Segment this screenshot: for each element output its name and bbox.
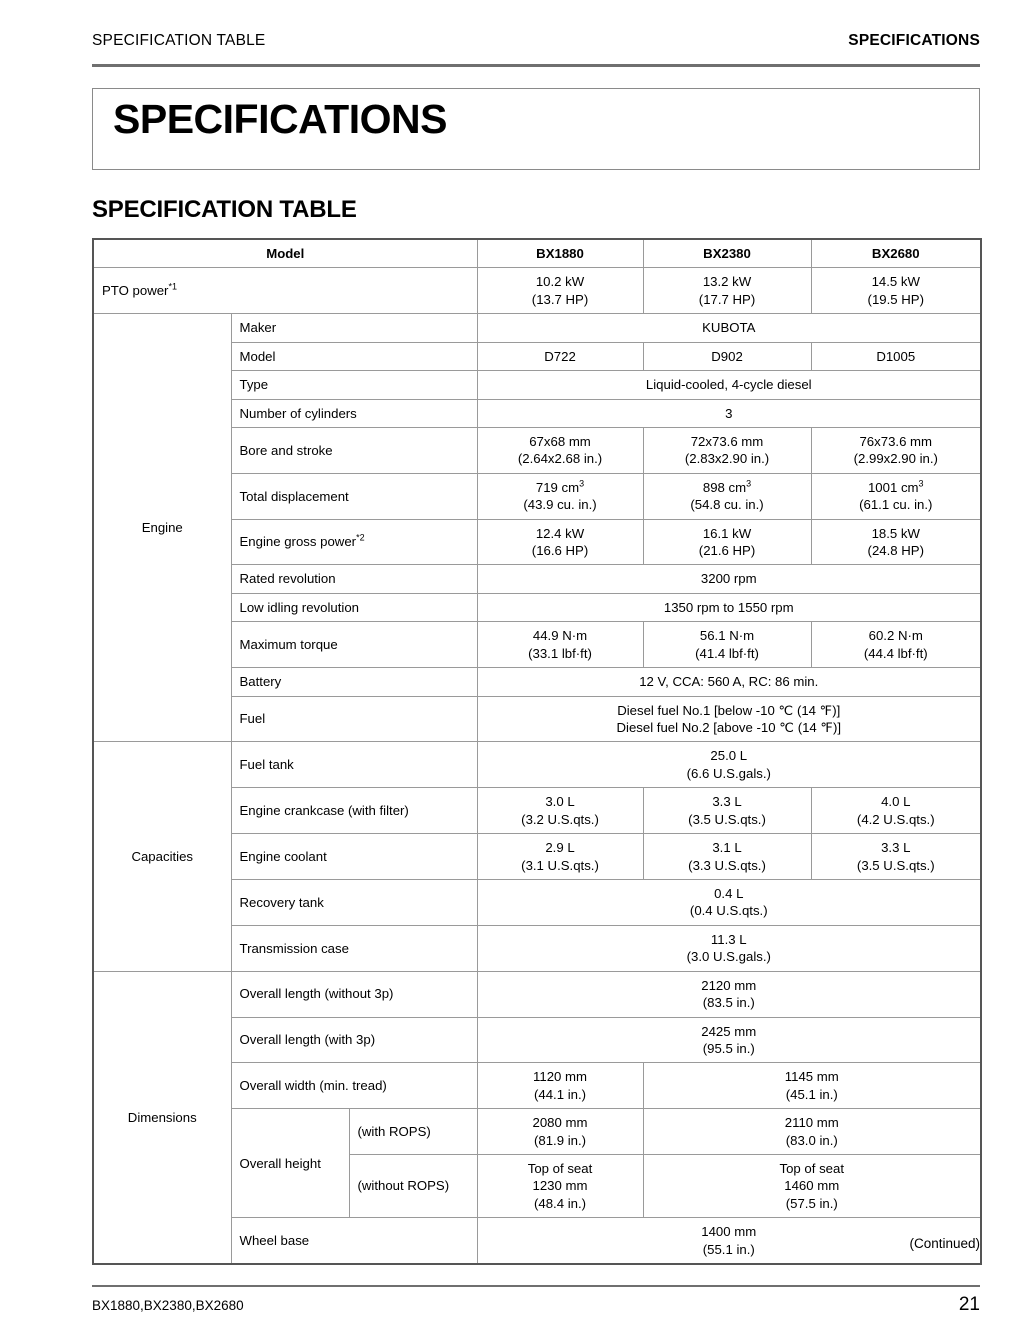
chapter-title-box (92, 88, 980, 170)
transmission-case-label-cell (231, 925, 477, 971)
displacement-bx1880-value (478, 474, 643, 519)
pto-power-bx2680 (811, 268, 981, 314)
table-row-capacities-fuel-tank (93, 742, 981, 788)
transmission-case-value: 11.3 L (3.0 U.S.gals.) (686, 931, 771, 965)
height-without-rops-bx2380-bx2680-value: Top of seat 1460 mm (57.5 in.) (779, 1161, 845, 1211)
crankcase-bx2380 (643, 788, 811, 834)
pto-power-bx2380-value: 13.2 kW (17.7 HP) (698, 274, 756, 307)
max-torque-bx2680 (811, 622, 981, 668)
header-col-bx1880-label: BX1880 (536, 246, 584, 261)
header-rule (92, 64, 980, 67)
coolant-bx1880-value: 2.9 L (3.1 U.S.qts.) (521, 840, 599, 873)
width-bx1880 (477, 1063, 643, 1109)
group-label-dimensions-text: Dimensions (127, 1109, 197, 1125)
gross-power-bx1880 (477, 519, 643, 565)
engine-type-value: Liquid-cooled, 4-cycle diesel (645, 377, 812, 393)
specification-table-container (92, 238, 980, 1265)
displacement-bx2680-metric (820, 479, 973, 496)
gross-power-label (232, 528, 477, 555)
displacement-bx1880-imperial: (43.9 cu. in.) (523, 497, 597, 513)
coolant-bx1880 (477, 834, 643, 880)
length-without-3p-value: 2120 mm (83.5 in.) (701, 977, 757, 1011)
length-without-3p-value-cell (477, 971, 981, 1017)
recovery-tank-label: Recovery tank (239, 894, 324, 910)
pto-power-label (94, 277, 477, 304)
bore-stroke-bx1880 (477, 427, 643, 473)
chapter-title: SPECIFICATIONS (113, 96, 447, 142)
engine-model-bx1880-value: D722 (544, 348, 576, 364)
engine-type-label: Type (239, 377, 269, 393)
coolant-bx2680-value: 3.3 L (3.5 U.S.qts.) (856, 840, 935, 873)
header-col-bx2680 (811, 239, 981, 268)
displacement-bx1880-metric (486, 479, 635, 496)
group-label-dimensions (93, 971, 231, 1264)
height-with-rops-sublabel: (with ROPS) (357, 1123, 431, 1139)
displacement-bx2380 (643, 473, 811, 519)
pto-power-footnote-marker: *1 (168, 281, 177, 292)
recovery-tank-label-cell (231, 879, 477, 925)
fuel-value-cell (477, 696, 981, 742)
footer-rule (92, 1285, 980, 1287)
length-without-3p-label-cell (231, 971, 477, 1017)
group-label-capacities-text: Capacities (131, 848, 194, 864)
max-torque-bx2380 (643, 622, 811, 668)
gross-power-bx2380-value: 16.1 kW (21.6 HP) (698, 525, 756, 559)
fuel-value: Diesel fuel No.1 [below -10 ℃ (14 ℉)] Diesel fuel No.2 [above -10 ℃ (14 ℉)] (616, 702, 842, 736)
height-with-rops-bx1880 (477, 1109, 643, 1155)
coolant-bx2680 (811, 834, 981, 880)
table-header-row (93, 239, 981, 268)
crankcase-bx1880 (477, 788, 643, 834)
displacement-bx2380-value (644, 474, 811, 519)
battery-value-cell (477, 668, 981, 696)
height-with-rops-bx2380-bx2680-value: 2110 mm (83.0 in.) (784, 1115, 839, 1148)
low-idling-value: 1350 rpm to 1550 rpm (663, 599, 794, 615)
height-without-rops-sublabel-cell (349, 1155, 477, 1218)
crankcase-bx2380-value: 3.3 L (3.5 U.S.qts.) (688, 794, 766, 827)
engine-type-label-cell (231, 371, 477, 399)
bore-stroke-label-cell (231, 427, 477, 473)
transmission-case-label: Transmission case (239, 940, 349, 956)
pto-power-label-cell (93, 268, 477, 314)
max-torque-bx1880 (477, 622, 643, 668)
transmission-case-value-cell (477, 925, 981, 971)
width-bx2380-bx2680 (643, 1063, 981, 1109)
height-without-rops-bx1880-value: Top of seat 1230 mm (48.4 in.) (527, 1161, 593, 1211)
coolant-bx2380-value: 3.1 L (3.3 U.S.qts.) (688, 840, 766, 873)
recovery-tank-value-cell (477, 879, 981, 925)
displacement-bx2680-imperial: (61.1 cu. in.) (859, 497, 933, 513)
displacement-bx1880-metric-number: 719 cm (535, 479, 580, 495)
height-with-rops-sublabel-cell (349, 1109, 477, 1155)
width-label-cell (231, 1063, 477, 1109)
max-torque-bx2680-value: 60.2 N·m (44.4 lbf·ft) (863, 628, 928, 661)
engine-maker-value: KUBOTA (702, 320, 756, 336)
crankcase-label: Engine crankcase (with filter) (239, 802, 409, 818)
displacement-bx2380-metric-exponent: 3 (746, 478, 752, 489)
displacement-bx2680-metric-exponent: 3 (918, 478, 924, 489)
crankcase-bx2680-value: 4.0 L (4.2 U.S.qts.) (856, 794, 935, 827)
max-torque-bx1880-value: 44.9 N·m (33.1 lbf·ft) (528, 628, 592, 661)
table-row-engine-maker (93, 314, 981, 342)
displacement-bx2680-metric-number: 1001 cm (867, 479, 919, 495)
bore-stroke-bx2680 (811, 427, 981, 473)
group-label-engine-text: Engine (141, 520, 183, 536)
engine-model-label: Model (239, 348, 276, 364)
fuel-tank-label: Fuel tank (239, 757, 294, 773)
displacement-bx2680-value (812, 474, 981, 519)
footer-models: BX1880,BX2380,BX2680 (92, 1298, 244, 1313)
height-with-rops-bx1880-value: 2080 mm (81.9 in.) (532, 1115, 588, 1148)
engine-model-label-cell (231, 342, 477, 370)
running-header-left: SPECIFICATION TABLE (92, 32, 266, 49)
engine-model-bx2380-value: D902 (711, 348, 743, 364)
wheel-base-label: Wheel base (239, 1233, 310, 1248)
rated-revolution-label-cell (231, 565, 477, 593)
height-label-cell (231, 1109, 349, 1218)
max-torque-label-cell (231, 622, 477, 668)
gross-power-bx2680-value: 18.5 kW (24.8 HP) (867, 525, 924, 559)
coolant-label: Engine coolant (239, 848, 327, 864)
engine-model-bx2380 (643, 342, 811, 370)
recovery-tank-value: 0.4 L (0.4 U.S.qts.) (689, 885, 768, 919)
height-without-rops-bx2380-bx2680 (643, 1155, 981, 1218)
pto-power-bx1880-value: 10.2 kW (13.7 HP) (531, 274, 589, 307)
max-torque-bx2380-value: 56.1 N·m (41.4 lbf·ft) (695, 628, 759, 661)
low-idling-value-cell (477, 593, 981, 621)
header-col-bx2380-label: BX2380 (703, 246, 751, 261)
length-with-3p-value: 2425 mm (95.5 in.) (701, 1023, 757, 1056)
rated-revolution-label: Rated revolution (239, 571, 336, 587)
specification-table (92, 238, 982, 1265)
displacement-bx2380-metric-number: 898 cm (702, 479, 747, 495)
engine-maker-label: Maker (239, 320, 277, 336)
rated-revolution-value-cell (477, 565, 981, 593)
gross-power-bx1880-value: 12.4 kW (16.6 HP) (531, 525, 589, 559)
fuel-tank-value-cell (477, 742, 981, 788)
engine-cylinders-label: Number of cylinders (239, 405, 357, 421)
displacement-label: Total displacement (239, 488, 349, 504)
engine-maker-label-cell (231, 314, 477, 342)
displacement-bx2380-imperial: (54.8 cu. in.) (690, 497, 764, 513)
pto-power-bx2680-value: 14.5 kW (19.5 HP) (867, 274, 924, 307)
height-label: Overall height (239, 1155, 321, 1171)
engine-cylinders-value-cell (477, 399, 981, 427)
battery-value: 12 V, CCA: 560 A, RC: 86 min. (639, 674, 819, 690)
bore-stroke-bx2380 (643, 427, 811, 473)
running-header-right: SPECIFICATIONS (848, 32, 980, 49)
low-idling-label-cell (231, 593, 477, 621)
coolant-label-cell (231, 834, 477, 880)
header-model-label: Model (266, 246, 305, 261)
engine-model-bx1880 (477, 342, 643, 370)
engine-maker-value-cell (477, 314, 981, 342)
header-model-cell (93, 239, 477, 268)
crankcase-bx1880-value: 3.0 L (3.2 U.S.qts.) (521, 794, 599, 827)
pto-power-bx2380 (643, 268, 811, 314)
fuel-tank-value: 25.0 L (6.6 U.S.gals.) (686, 748, 771, 781)
engine-type-value-cell (477, 371, 981, 399)
length-with-3p-label-cell (231, 1017, 477, 1063)
group-label-capacities (93, 742, 231, 971)
displacement-bx1880 (477, 473, 643, 519)
low-idling-label: Low idling revolution (239, 599, 359, 615)
displacement-label-cell (231, 473, 477, 519)
length-with-3p-value-cell (477, 1017, 981, 1063)
coolant-bx2380 (643, 834, 811, 880)
gross-power-bx2680 (811, 519, 981, 565)
width-label: Overall width (min. tread) (239, 1078, 387, 1094)
section-heading: SPECIFICATION TABLE (92, 196, 357, 223)
height-with-rops-bx2380-bx2680 (643, 1109, 981, 1155)
rated-revolution-value: 3200 rpm (700, 571, 757, 587)
width-bx1880-value: 1120 mm (44.1 in.) (533, 1069, 588, 1102)
engine-model-bx2680 (811, 342, 981, 370)
bore-stroke-bx2380-value: 72x73.6 mm (2.83x2.90 in.) (684, 433, 770, 467)
page-footer (92, 1294, 980, 1316)
wheel-base-value: 1400 mm (55.1 in.) (701, 1224, 757, 1257)
engine-cylinders-value: 3 (725, 405, 733, 421)
height-without-rops-bx1880 (477, 1155, 643, 1218)
bore-stroke-bx2680-value: 76x73.6 mm (2.99x2.90 in.) (853, 433, 938, 467)
pto-power-label-text: PTO power (102, 283, 169, 299)
displacement-bx1880-metric-exponent: 3 (579, 478, 585, 489)
width-bx2380-bx2680-value: 1145 mm (45.1 in.) (784, 1069, 839, 1102)
gross-power-footnote-marker: *2 (356, 532, 365, 543)
bore-stroke-label: Bore and stroke (239, 442, 333, 458)
pto-power-bx1880 (477, 268, 643, 314)
max-torque-label: Maximum torque (239, 637, 338, 653)
header-col-bx2680-label: BX2680 (871, 246, 920, 261)
length-with-3p-label: Overall length (with 3p) (239, 1032, 376, 1048)
footer-page-number: 21 (958, 1294, 980, 1315)
bore-stroke-bx1880-value: 67x68 mm (2.64x2.68 in.) (517, 433, 603, 467)
height-without-rops-sublabel: (without ROPS) (357, 1178, 450, 1194)
displacement-bx2680 (811, 473, 981, 519)
continued-note: (Continued) (909, 1236, 980, 1251)
gross-power-label-text: Engine gross power (239, 534, 357, 550)
table-row-dimensions-length-without-3p (93, 971, 981, 1017)
group-label-engine (93, 314, 231, 742)
battery-label: Battery (239, 674, 282, 690)
gross-power-label-cell (231, 519, 477, 565)
engine-cylinders-label-cell (231, 399, 477, 427)
fuel-label-cell (231, 696, 477, 742)
battery-label-cell (231, 668, 477, 696)
fuel-label: Fuel (239, 711, 266, 727)
running-header (92, 32, 980, 50)
header-col-bx1880 (477, 239, 643, 268)
gross-power-bx2380 (643, 519, 811, 565)
fuel-tank-label-cell (231, 742, 477, 788)
displacement-bx2380-metric (652, 479, 803, 496)
crankcase-label-cell (231, 788, 477, 834)
table-row-pto-power (93, 268, 981, 314)
crankcase-bx2680 (811, 788, 981, 834)
length-without-3p-label: Overall length (without 3p) (239, 986, 394, 1002)
header-col-bx2380 (643, 239, 811, 268)
engine-model-bx2680-value: D1005 (876, 348, 916, 364)
